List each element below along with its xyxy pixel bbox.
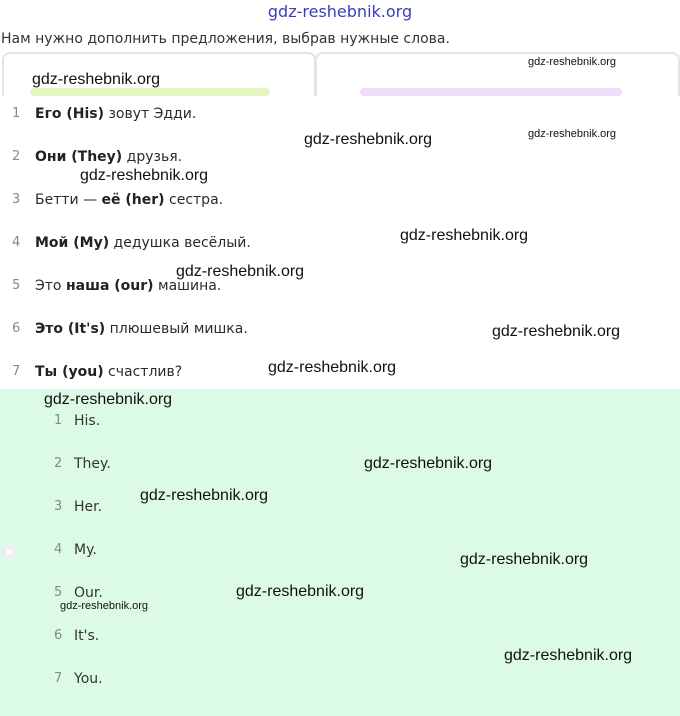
play-icon[interactable]: [1, 544, 17, 560]
task-prefix: Бетти —: [35, 192, 102, 208]
watermark: gdz-reshebnik.org: [528, 128, 617, 140]
task-number: 7: [12, 364, 21, 379]
task-rest: плюшевый мишка.: [105, 321, 248, 337]
answer-text: They.: [74, 456, 111, 472]
watermark: gdz-reshebnik.org: [460, 551, 589, 568]
task-rest: сестра.: [164, 192, 224, 208]
task-number: 4: [12, 235, 21, 250]
watermark: gdz-reshebnik.org: [44, 391, 173, 408]
task-sentence: [35, 364, 182, 380]
answer-number: 4: [54, 542, 63, 557]
task-sentence: [35, 149, 182, 165]
answer-number: 5: [54, 585, 63, 600]
answer-number: 2: [54, 456, 63, 471]
task-rest: дедушка весёлый.: [109, 235, 251, 251]
task-sentence: [35, 235, 251, 251]
task-rest: машина.: [153, 278, 222, 294]
task-answer: Ты (you): [35, 364, 104, 380]
answer-text: You.: [74, 671, 103, 687]
watermark: gdz-reshebnik.org: [492, 323, 621, 340]
task-number: 6: [12, 321, 21, 336]
answer-text: My.: [74, 542, 97, 558]
task-answer: наша (our): [65, 278, 154, 294]
watermark: gdz-reshebnik.org: [176, 263, 305, 280]
watermark: gdz-reshebnik.org: [60, 600, 149, 612]
task-answer: Это (It's): [35, 321, 106, 337]
watermark: gdz-reshebnik.org: [304, 131, 433, 148]
answer-text: Our.: [74, 585, 103, 601]
task-rest: зовут Эдди.: [104, 106, 197, 122]
tab-left-indicator: [30, 88, 270, 96]
task-answer: её (her): [101, 192, 165, 208]
watermark: gdz-reshebnik.org: [504, 647, 633, 664]
watermark: gdz-reshebnik.org: [80, 167, 209, 184]
answer-number: 1: [54, 413, 63, 428]
task-number: 5: [12, 278, 21, 293]
answer-number: 3: [54, 499, 63, 514]
answer-text: His.: [74, 413, 101, 429]
watermark: gdz-reshebnik.org: [268, 359, 397, 376]
watermark: gdz-reshebnik.org: [236, 583, 365, 600]
answer-number: 7: [54, 671, 63, 686]
watermark: gdz-reshebnik.org: [364, 455, 493, 472]
task-sentence: [35, 192, 223, 208]
answer-text: It's.: [74, 628, 100, 644]
answer-text: Her.: [74, 499, 103, 515]
task-number: 1: [12, 106, 21, 121]
task-number: 2: [12, 149, 21, 164]
task-answer: Они (They): [35, 149, 123, 165]
task-rest: друзья.: [122, 149, 183, 165]
task-prefix: Это: [35, 278, 66, 294]
task-sentence: [35, 106, 196, 122]
watermark: gdz-reshebnik.org: [140, 487, 269, 504]
watermark: gdz-reshebnik.org: [32, 71, 161, 88]
answer-number: 6: [54, 628, 63, 643]
task-answer: Его (His): [35, 106, 105, 122]
task-instruction: Нам нужно дополнить предложения, выбрав нужные слова.: [1, 31, 450, 47]
task-sentence: [35, 321, 248, 337]
task-number: 3: [12, 192, 21, 207]
task-answer: Мой (My): [35, 235, 110, 251]
watermark: gdz-reshebnik.org: [528, 56, 617, 68]
site-header[interactable]: gdz-reshebnik.org: [267, 2, 413, 21]
watermark: gdz-reshebnik.org: [400, 227, 529, 244]
tab-right-indicator: [360, 88, 622, 96]
task-rest: счастлив?: [103, 364, 183, 380]
